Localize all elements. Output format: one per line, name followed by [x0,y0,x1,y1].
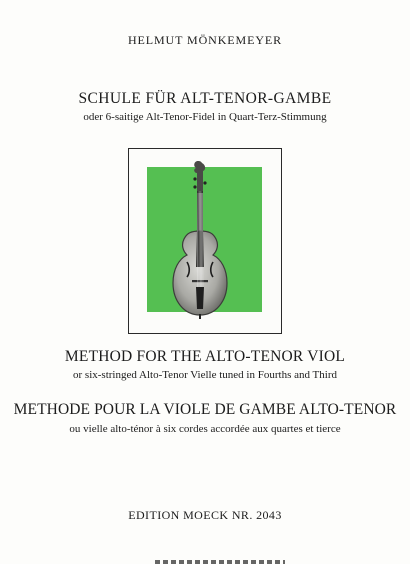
subtitle-english: or six-stringed Alto-Tenor Vielle tuned in Fourths and Third [73,369,337,381]
subtitle-german: oder 6-saitige Alt-Tenor-Fidel in Quart-Terz-Stimmung [83,111,327,123]
title-english: METHOD FOR THE ALTO-TENOR VIOL [64,348,346,365]
edition-number: EDITION MOECK NR. 2043 [128,508,282,522]
subtitle-french: ou vielle alto-ténor à six cordes accordée aux quartes et tierce [69,423,341,435]
cropped-bottom-text [155,556,285,564]
title-german: SCHULE FÜR ALT-TENOR-GAMBE [78,90,332,107]
title-french: METHODE POUR LA VIOLE DE GAMBE ALTO-TENOR [13,401,397,418]
author-name: HELMUT MÖNKEMEYER [127,33,283,47]
viol-instrument-icon [160,159,240,321]
